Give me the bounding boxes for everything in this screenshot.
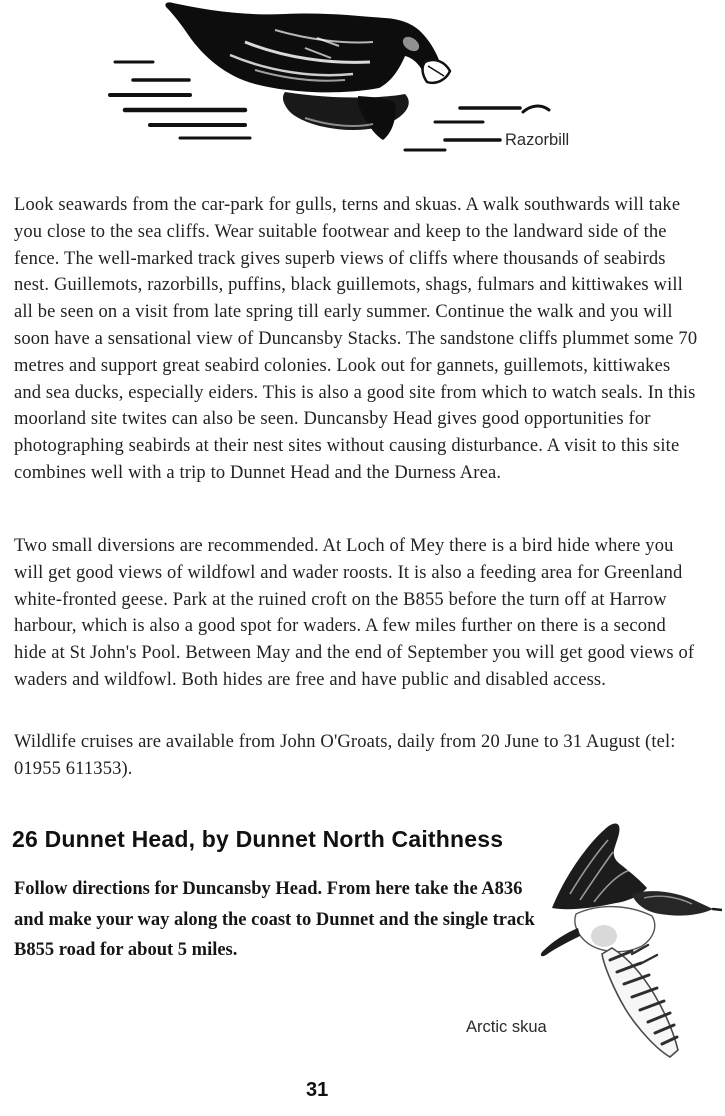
paragraph-diversions: Two small diversions are recommended. At Loch of Mey there is a bird hide where you will get good views of wildfowl and wader roosts. It is also a feeding area for Greenland white-fronted geese. Park at the ruined croft on the B855 before the turn off at Harrow harbour, which is also a good spot for waders. A few miles further on there is a second hide at St John's Pool. Between May and the end of September you will get good views of waders and wildfowl. Both hides are free and have public and disabled access. [14, 536, 695, 690]
paragraph-duncansby-walk: Look seawards from the car-park for gulls, terns and skuas. A walk southwards will take you close to the sea cliffs. Wear suitable footwear and keep to the landward side of the fence. The well-marked track gives superb views of cliffs where thousands of seabirds nest. Guillemots, razorbills, puffins, black guillemots, shags, fulmars and kittiwakes will all be seen on a visit from late spring till early summer. Continue the walk and you will soon have a sensational view of Duncansby Stacks. The sandstone cliffs plummet some 70 metres and support great seabird colonies. Look out for gannets, guillemots, kittiwakes and sea ducks, especially eiders. This is also a good site from which to watch seals. In this moorland site twites can also be seen. Duncansby Head gives good opportunities for photographing seabirds at their nest sites without causing disturbance. A visit to this site combines well with a trip to Dunnet Head and the Durness Area. [14, 195, 698, 483]
arctic-skua-caption: Arctic skua [466, 1018, 547, 1036]
arctic-skua-drawing-svg [520, 820, 722, 1065]
section-intro-directions: Follow directions for Duncansby Head. From here take the A836 and make your way along the coast to Dunnet and the single track B855 road for about 5 miles. [14, 879, 535, 960]
arctic-skua-illustration [520, 820, 722, 1065]
page-number: 31 [306, 1079, 329, 1101]
section-heading-dunnet-head: 26 Dunnet Head, by Dunnet North Caithness [12, 826, 504, 852]
paragraph-wildlife-cruises: Wildlife cruises are available from John O'Groats, daily from 20 June to 31 August (tel: 01955 611353). [14, 732, 676, 779]
razorbill-caption: Razorbill [505, 131, 570, 149]
